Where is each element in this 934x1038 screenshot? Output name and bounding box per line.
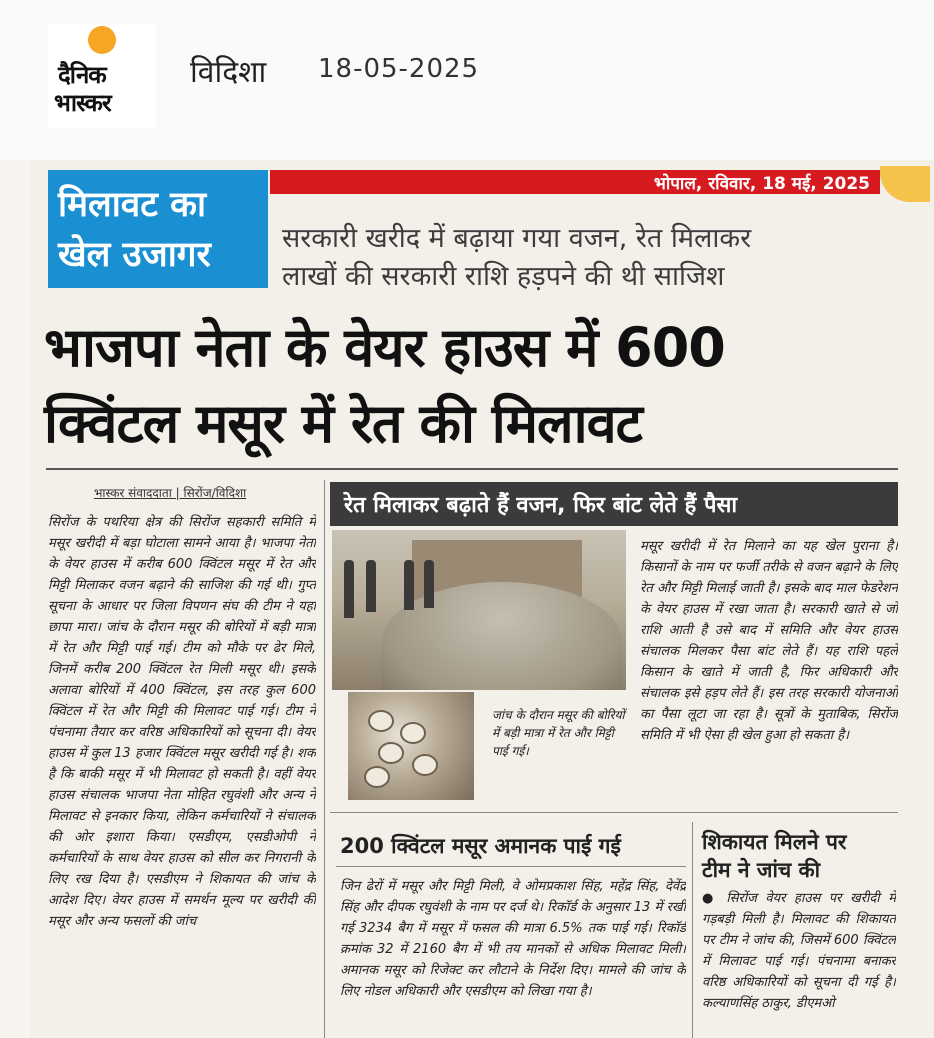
- newspaper-logo: [48, 24, 156, 128]
- byline: भास्कर संवाददाता | सिरोंज/विदिशा: [94, 486, 247, 500]
- grain-lump: [400, 722, 426, 744]
- topic-tag: [48, 170, 268, 288]
- grain-sample-photo: [348, 692, 474, 800]
- edition-place-date: भोपाल, रविवार, 18 मई, 2025: [653, 174, 870, 194]
- city-name: विदिशा: [190, 55, 267, 90]
- section-mid-text: जिन ढेरों में मसूर और मिट्टी मिली, वे ओमप्रकाश सिंह, महेंद्र सिंह, देवेंद्र सिंह और दीपक रघुवंशी के नाम पर दर्ज थे। रिकॉर्ड के अनुसार 13 में रखी गई 3234 बैग में मसूर में फसल की मात्रा 6.5% तक पाई गई। रिकॉर्ड क्रमांक 32 में 2160 बैग में भी तय मानकों से अधिक मिलावट मिली। अमानक मसूर को रिजेक्ट कर लौटाने के निर्देश दिए। मामले की जांच के लिए नोडल अधिकारी और एसडीएम को लिखा गया है।: [340, 879, 686, 999]
- grain-lump: [412, 754, 438, 776]
- photo-banner: [330, 482, 898, 526]
- section-heading-right-line2: टीम ने जांच की: [702, 858, 821, 882]
- photo-caption: जांच के दौरान मसूर की बोरियों में बड़ी मात्रा में रेत और मिट्टी पाई गई।: [492, 708, 625, 758]
- grain-lump: [368, 710, 394, 732]
- topic-tag-line1: मिलावट का: [58, 185, 207, 225]
- column-divider-left: [324, 480, 325, 1038]
- person-figure: [344, 560, 354, 618]
- edition-strip: [270, 170, 880, 194]
- grain-lump: [378, 742, 404, 764]
- left-column-text: सिरोंज के पथरिया क्षेत्र की सिरोंज सहकारी समिति में मसूर खरीदी में बड़ा घोटाला सामने आया है। भाजपा नेता के वेयर हाउस में करीब 600 क्विंटल मसूर में रेत और मिट्टी मिलाकर वजन बढ़ाने की साजिश की गई थी। गुप्त सूचना के आधार पर जिला विपणन संघ की टीम ने यहां छापा मारा। जांच के दौरान मसूर की बोरियों में बड़ी मात्रा में रेत और मिट्टी पाई गई। टीम को मौके पर ढेर मिले, जिनमें करीब 200 क्विंटल रेत मिली मसूर थी। इसके अलावा बोरियों में 400 क्विंटल, इस तरह कुल 600 क्विंटल में रेत और मिट्टी की मिलावट पाई गई। टीम ने पंचनामा तैयार कर वरिष्ठ अधिकारियों को सूचना दी। वेयर हाउस में कुल 13 हजार क्विंटल मसूर खरीदी गई है। शक है कि बाकी मसूर में भी मिलावट हो सकती है। वहीं वेयर हाउस संचालक भाजपा नेता मोहित रघुवंशी और अन्य ने मिलावट से इनकार किया, लेकिन कर्मचारियों ने संचालक की ओर इशारा किया। एसडीएम, एसडीओपी ने कर्मचारियों के साथ वेयर हाउस को सील कर निगरानी के लिए रख दिया है। एसडीएम ने शिकायत की जांच के आदेश दिए। वेयर हाउस में समर्थन मूल्य पर खरीदी की मसूर और अन्य फसलों की जांच: [48, 515, 316, 929]
- subheadline-line1: सरकारी खरीद में बढ़ाया गया वजन, रेत मिलाकर: [282, 223, 752, 254]
- headline-divider: [46, 468, 898, 470]
- person-figure: [404, 560, 414, 610]
- section-divider: [330, 812, 898, 813]
- photo-banner-text: रेत मिलाकर बढ़ाते हैं वजन, फिर बांट लेते हैं पैसा: [344, 493, 738, 518]
- grain-lump: [364, 766, 390, 788]
- section-underline: [336, 866, 686, 867]
- sand-heap: [382, 582, 622, 690]
- section-right-text: ● सिरोंज वेयर हाउस पर खरीदी में गड़बड़ी मिली है। मिलावट की शिकायत पर टीम ने जांच की, जिसमें 600 क्विंटल में मिलावट पाई गई। पंचनामा बनाकर वरिष्ठ अधिकारियों को सूचना दी गई है। कल्याणसिंह ठाकुर, डीएमओ: [702, 891, 896, 1011]
- logo-line2: भास्कर: [54, 89, 111, 117]
- right-column-text: मसूर खरीदी में रेत मिलाने का यह खेल पुराना है। किसानों के नाम पर फर्जी तरीके से वजन बढ़ाने के लिए रेत और मिट्टी मिलाई जाती है। इसके बाद माल फेडरेशन के वेयर हाउस में रखा जाता है। सरकारी खाते से जो राशि आती है उसे बाद में समिति और वेयर हाउस संचालक मिलकर पैसा बांट लेते हैं। यह राशि पहले किसान के खाते में जाती है, फिर अधिकारी और संचालक इसे हड़प लेते हैं। इस तरह सरकारी योजनाओं का पैसा लूटा जा रहा है। सूत्रों के मुताबिक, सिरोंज समिति में भी ऐसा ही खेल हुआ हो सकता है।: [640, 539, 898, 743]
- headline-line2: क्विंटल मसूर में रेत की मिलावट: [44, 392, 642, 455]
- warehouse-photo: [332, 530, 626, 690]
- publish-date: 18-05-2025: [318, 54, 480, 84]
- person-figure: [366, 560, 376, 612]
- subheadline-line2: लाखों की सरकारी राशि हड़पने की थी साजिश: [282, 261, 725, 292]
- logo-line1: दैनिक: [58, 61, 106, 89]
- headline-line1: भाजपा नेता के वेयर हाउस में 600: [44, 316, 725, 379]
- topic-tag-line2: खेल उजागर: [58, 235, 211, 275]
- section-heading-mid: 200 क्विंटल मसूर अमानक पाई गई: [340, 834, 621, 858]
- sun-icon: [88, 26, 116, 54]
- section-heading-right-line1: शिकायत मिलने पर: [702, 830, 847, 854]
- person-figure: [424, 560, 434, 608]
- column-divider-right: [692, 822, 693, 1038]
